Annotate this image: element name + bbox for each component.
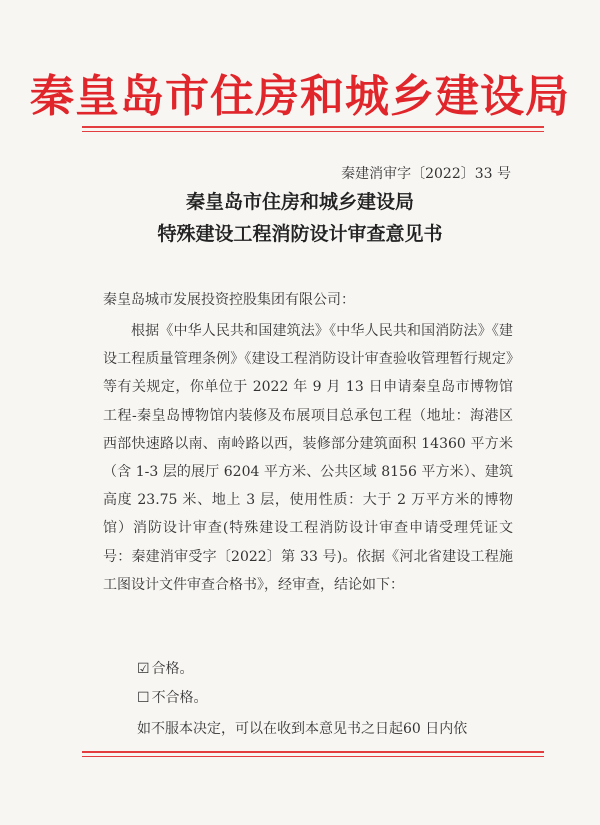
option-fail-label: 不合格。 (151, 690, 208, 706)
title-line-2: 特殊建设工程消防设计审查意见书 (157, 223, 443, 245)
body-paragraph: 根据《中华人民共和国建筑法》《中华人民共和国消防法》《建设工程质量管理条例》《建设工程消防设计审查验收管理暂行规定》等有关规定，你单位于 2022 年 9 月 13 日申请秦皇岛市博物馆工程-秦皇岛博物馆内装修及布展项目总承包工程（地址：海港区西部快速路以南、南岭路以西，装修部分建筑面积 14360 平方米（含 1-3 层的展厅 6204 平方米、公共区域 8156 平方米）、建筑高度 23.75 米、地上 3 层，使用性质：大于 2 万平方米的博物馆）消防设计审查(特殊建设工程消防设计审查申请受理凭证文号：秦建消审受字〔2022〕第 33 号)。依据《河北省建设工程施工图设计文件审查合格书》，经审查，结论如下： (103, 323, 513, 593)
option-pass-label: 合格。 (151, 661, 194, 677)
appeal-paragraph: 如不服本决定，可以在收到本意见书之日起60 日内依 (137, 721, 468, 737)
footer-rule-thin (82, 756, 544, 757)
checked-box-icon: ☑ (137, 661, 150, 677)
letterhead-rule-thin (82, 131, 544, 132)
recipient: 秦皇岛城市发展投资控股集团有限公司： (103, 292, 355, 308)
title-line-1: 秦皇岛市住房和城乡建设局 (185, 191, 414, 213)
option-pass (137, 658, 194, 678)
letterhead-rule-thick (82, 126, 544, 128)
unchecked-box-icon: ☐ (137, 690, 150, 706)
footer-rule-thick (82, 751, 544, 753)
option-fail (137, 687, 208, 707)
letterhead-title: 秦皇岛市住房和城乡建设局 (30, 71, 570, 122)
document-number: 秦建消审字〔2022〕33 号 (341, 166, 511, 182)
